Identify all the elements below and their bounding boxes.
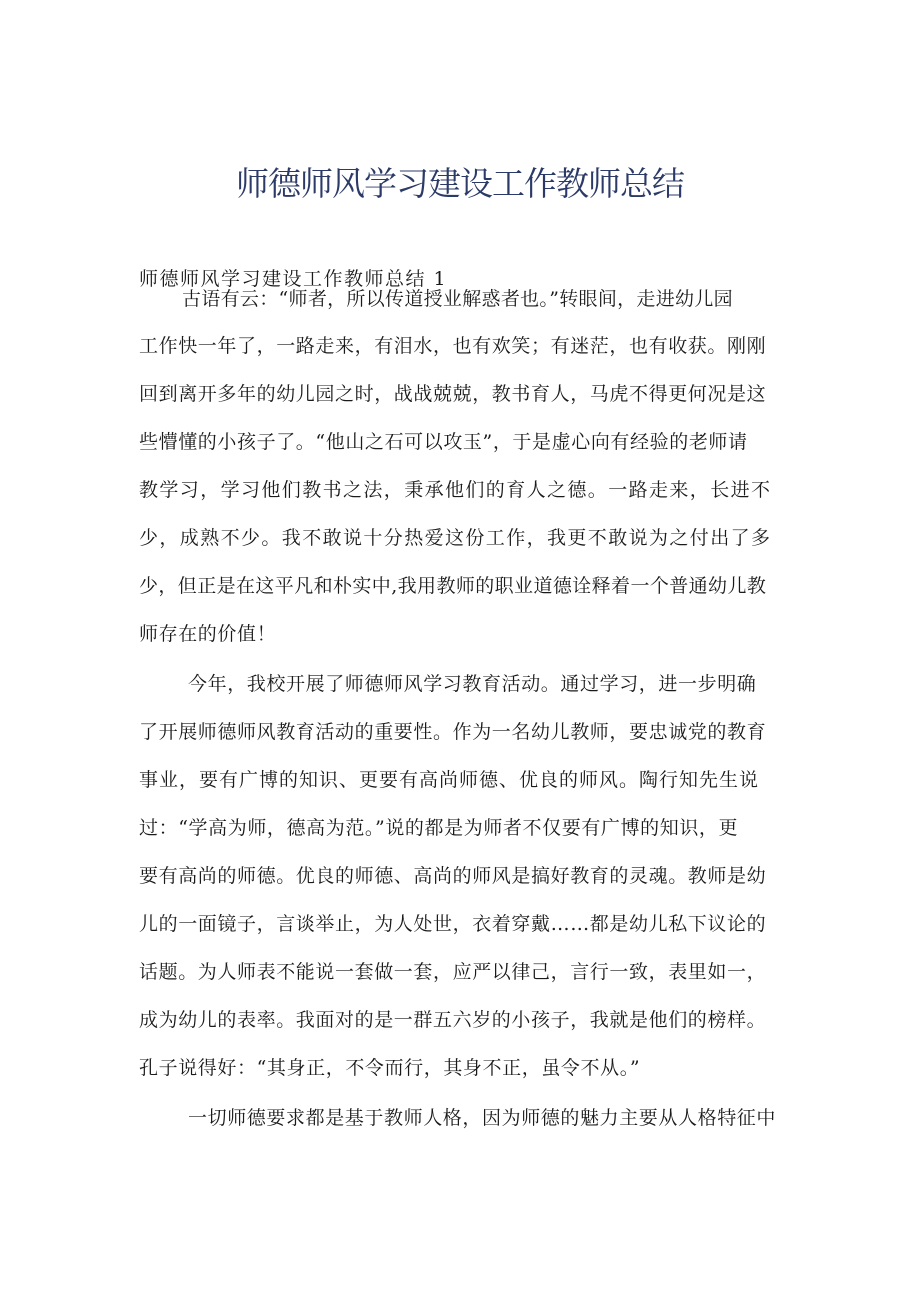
paragraph-2-line-4: 过：“学高为师，德高为范。”说的都是为师者不仅要有广博的知识，更 (139, 817, 739, 839)
paragraph-2-line-5: 要有高尚的师德。优良的师德、高尚的师风是搞好教育的灵魂。教师是幼 (139, 865, 767, 887)
paragraph-2-line-6: 儿的一面镜子，言谈举止，为人处世，衣着穿戴……都是幼儿私下议论的 (139, 913, 767, 935)
paragraph-1-line-1: 古语有云：“师者，所以传道授业解惑者也。”转眼间，走进幼儿园 (182, 288, 733, 310)
section-heading: 师德师风学习建设工作教师总结 1 (139, 268, 448, 290)
paragraph-1-line-4: 些懵懂的小孩子了。“他山之石可以攻玉”，于是虚心向有经验的老师请 (139, 431, 748, 453)
paragraph-1-line-3: 回到离开多年的幼儿园之时，战战兢兢，教书育人，马虎不得更何况是这 (139, 383, 767, 405)
paragraph-3-line-1: 一切师德要求都是基于教师人格，因为师德的魅力主要从人格特征中 (188, 1107, 777, 1129)
paragraph-1-line-7: 少，但正是在这平凡和朴实中,我用教师的职业道德诠释着一个普通幼儿教 (139, 575, 767, 597)
paragraph-2-line-2: 了开展师德师风教育活动的重要性。作为一名幼儿教师，要忠诚党的教育 (139, 721, 767, 743)
paragraph-1-line-2: 工作快一年了，一路走来，有泪水，也有欢笑；有迷茫，也有收获。刚刚 (139, 335, 767, 357)
paragraph-2-line-9: 孔子说得好：“其身正，不令而行，其身不正，虽令不从。” (139, 1057, 641, 1079)
paragraph-1-line-8: 师存在的价值！ (139, 623, 277, 645)
paragraph-2-line-3: 事业，要有广博的知识、更要有高尚师德、优良的师风。陶行知先生说 (139, 769, 760, 791)
paragraph-2-line-1: 今年，我校开展了师德师风学习教育活动。通过学习，进一步明确 (188, 673, 757, 695)
document-title: 师德师风学习建设工作教师总结 (236, 164, 684, 203)
paragraph-1-line-5: 教学习，学习他们教书之法，秉承他们的育人之德。一路走来，长进不 (139, 479, 772, 501)
paragraph-2-line-8: 成为幼儿的表率。我面对的是一群五六岁的小孩子，我就是他们的榜样。 (139, 1009, 767, 1031)
paragraph-2-line-7: 话题。为人师表不能说一套做一套，应严以律己，言行一致，表里如一， (139, 961, 767, 983)
paragraph-1-line-6: 少，成熟不少。我不敢说十分热爱这份工作，我更不敢说为之付出了多 (139, 527, 772, 549)
